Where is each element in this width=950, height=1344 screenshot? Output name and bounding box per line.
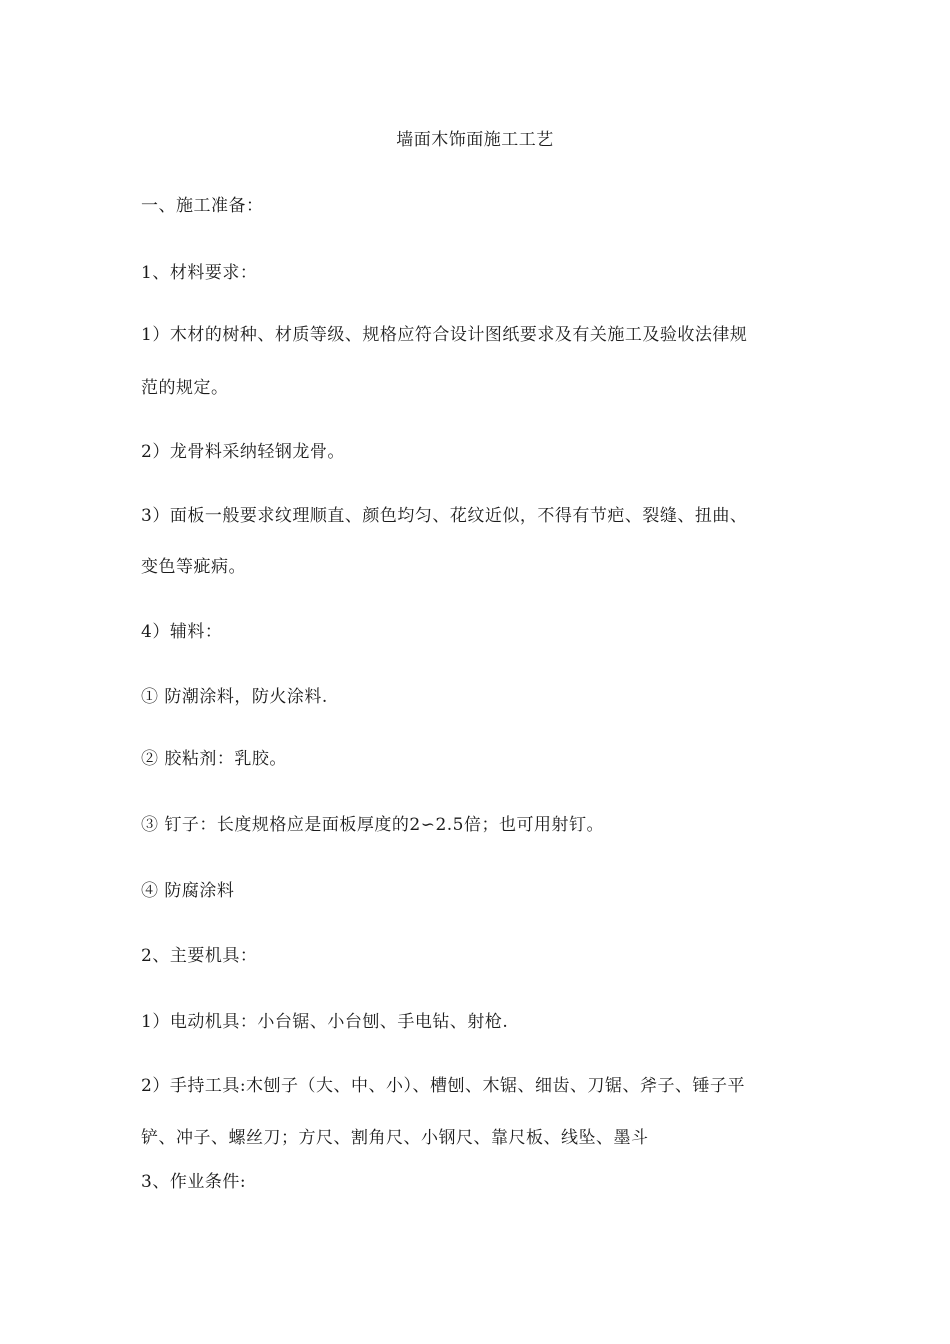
list-item: ① 防潮涂料，防火涂料. bbox=[141, 687, 328, 707]
paragraph-line: 2）龙骨料采纳轻钢龙骨。 bbox=[141, 442, 345, 462]
list-item: ② 胶粘剂：乳胶。 bbox=[141, 749, 287, 769]
document-title: 墙面木饰面施工工艺 bbox=[396, 130, 554, 150]
subsection-heading-conditions: 3、作业条件: bbox=[141, 1172, 247, 1192]
paragraph-line: 变色等疵病。 bbox=[141, 557, 246, 577]
paragraph-line: 1）电动机具：小台锯、小台刨、手电钻、射枪. bbox=[141, 1012, 509, 1032]
subsection-heading-tools: 2、主要机具： bbox=[141, 946, 258, 966]
list-item: ③ 钉子：长度规格应是面板厚度的2∽2.5倍；也可用射钉。 bbox=[141, 815, 604, 835]
paragraph-line: 范的规定。 bbox=[141, 378, 229, 398]
list-item: ④ 防腐涂料 bbox=[141, 881, 235, 901]
paragraph-line: 铲、冲子、螺丝刀；方尺、割角尺、小钢尺、靠尺板、线坠、墨斗 bbox=[141, 1128, 649, 1148]
section-heading-preparation: 一、施工准备： bbox=[141, 196, 264, 216]
subsection-heading-materials: 1、材料要求： bbox=[141, 263, 258, 283]
paragraph-line: 4）辅料： bbox=[141, 622, 223, 642]
paragraph-line: 3）面板一般要求纹理顺直、颜色均匀、花纹近似，不得有节疤、裂缝、扭曲、 bbox=[141, 506, 748, 526]
paragraph-line: 1）木材的树种、材质等级、规格应符合设计图纸要求及有关施工及验收法律规 bbox=[141, 325, 748, 345]
paragraph-line: 2）手持工具:木刨子（大、中、小）、槽刨、木锯、细齿、刀锯、斧子、锤子平 bbox=[141, 1076, 746, 1096]
